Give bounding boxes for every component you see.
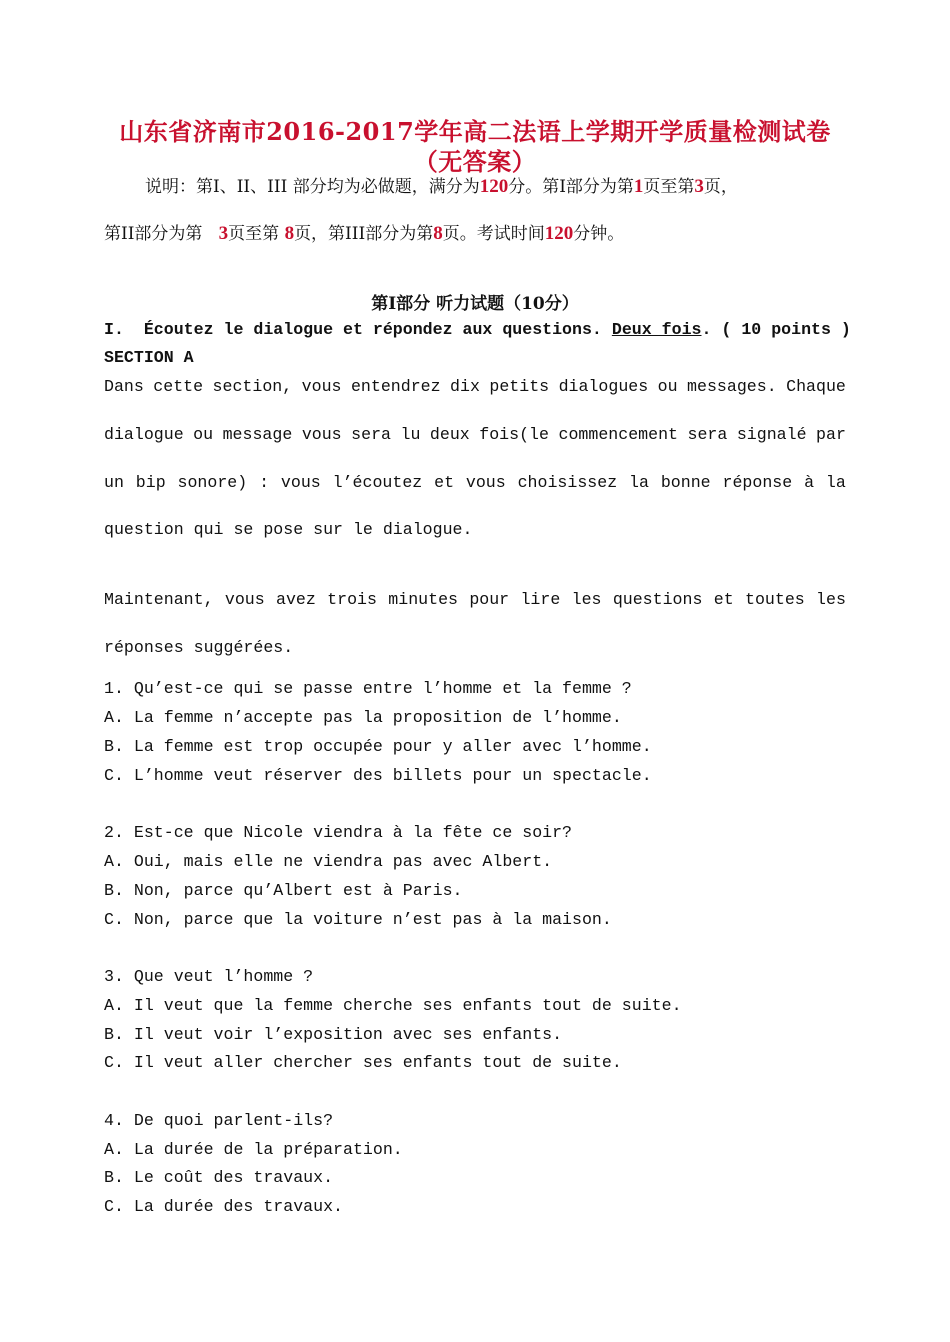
paragraph-line: [104, 590, 846, 609]
part1-instruction: I. Écoutez le dialogue et répondez aux questions. Deux fois. ( 10 points ): [104, 320, 851, 339]
word: les: [816, 590, 846, 609]
word: par: [816, 425, 846, 444]
word: :: [259, 473, 270, 492]
question-3: 3. Que veut l’homme ?: [104, 967, 314, 986]
word: vous: [280, 473, 321, 492]
word: section,: [212, 377, 293, 396]
paragraph-line: [104, 425, 846, 444]
word: petits: [489, 377, 550, 396]
option-4c: C. La durée des travaux.: [104, 1197, 343, 1216]
word: questions: [612, 590, 703, 609]
document-title-note: （无答案）: [413, 147, 537, 176]
word: messages.: [687, 377, 777, 396]
word: sera: [351, 425, 391, 444]
word: signalé: [736, 425, 807, 444]
word: vous: [301, 425, 342, 444]
word: trois: [327, 590, 377, 609]
option-4a: A. La durée de la préparation.: [104, 1140, 403, 1159]
word: vous: [224, 590, 265, 609]
word: fois(le: [479, 425, 549, 444]
word: sera: [687, 425, 728, 444]
word: ou: [657, 377, 678, 396]
word: un: [104, 473, 124, 492]
paragraph-line: [104, 377, 846, 396]
intro-line-2: 第II部分为第 3页至第 8页，第III部分为第8页。考试时间120分钟。: [104, 223, 625, 244]
word: minutes: [388, 590, 458, 609]
word: message: [222, 425, 293, 444]
option-1a: A. La femme n’accepte pas la proposition de l’homme.: [104, 708, 622, 727]
option-2a: A. Oui, mais elle ne viendra pas avec Albert.: [104, 852, 553, 871]
word: et: [434, 473, 455, 492]
word: l’écoutez: [332, 473, 423, 492]
word: la: [629, 473, 649, 492]
word: la: [825, 473, 846, 492]
part1-heading: 第Ⅰ部分 听力试题（10分）: [371, 294, 579, 314]
word: Maintenant,: [104, 590, 214, 609]
option-3a: A. Il veut que la femme cherche ses enfants tout de suite.: [104, 996, 682, 1015]
word: cette: [153, 377, 204, 396]
paragraph-line: [104, 473, 846, 492]
word: sonore): [177, 473, 248, 492]
word: dix: [450, 377, 480, 396]
word: lu: [400, 425, 421, 444]
option-2b: B. Non, parce qu’Albert est à Paris.: [104, 881, 463, 900]
paragraph-line: réponses suggérées.: [104, 638, 294, 657]
word: entendrez: [350, 377, 441, 396]
word: vous: [465, 473, 506, 492]
word: toutes: [744, 590, 805, 609]
word: bonne: [660, 473, 711, 492]
word: bip: [135, 473, 166, 492]
question-4: 4. De quoi parlent-ils?: [104, 1111, 334, 1130]
option-3c: C. Il veut aller chercher ses enfants tout de suite.: [104, 1053, 622, 1072]
word: deux: [429, 425, 470, 444]
document-title: 山东省济南市2016-2017学年高二法语上学期开学质量检测试卷: [119, 117, 831, 146]
word: lire: [520, 590, 561, 609]
word: Dans: [104, 377, 144, 396]
section-a-label: SECTION A: [104, 348, 194, 367]
word: vous: [301, 377, 342, 396]
word: pour: [469, 590, 510, 609]
word: ou: [193, 425, 214, 444]
word: choisissez: [517, 473, 618, 492]
word: dialogues: [558, 377, 649, 396]
option-1c: C. L’homme veut réserver des billets pour un spectacle.: [104, 766, 652, 785]
option-4b: B. Le coût des travaux.: [104, 1168, 334, 1187]
intro-line-1: 说明：第Ⅰ、II、III 部分均为必做题，满分为120分。第Ⅰ部分为第1页至第3页，: [145, 176, 738, 197]
option-2c: C. Non, parce que la voiture n’est pas à la maison.: [104, 910, 612, 929]
word: avez: [276, 590, 316, 609]
word: les: [571, 590, 602, 609]
word: à: [804, 473, 815, 492]
question-2: 2. Est-ce que Nicole viendra à la fête ce soir?: [104, 823, 573, 842]
option-1b: B. La femme est trop occupée pour y aller avec l’homme.: [104, 737, 652, 756]
option-3b: B. Il veut voir l’exposition avec ses enfants.: [104, 1025, 563, 1044]
word: réponse: [722, 473, 793, 492]
word: Chaque: [786, 377, 846, 396]
question-1: 1. Qu’est-ce qui se passe entre l’homme et la femme ?: [104, 679, 632, 698]
word: dialogue: [104, 425, 184, 444]
word: commencement: [558, 425, 678, 444]
word: et: [713, 590, 734, 609]
paragraph-line: question qui se pose sur le dialogue.: [104, 520, 473, 539]
